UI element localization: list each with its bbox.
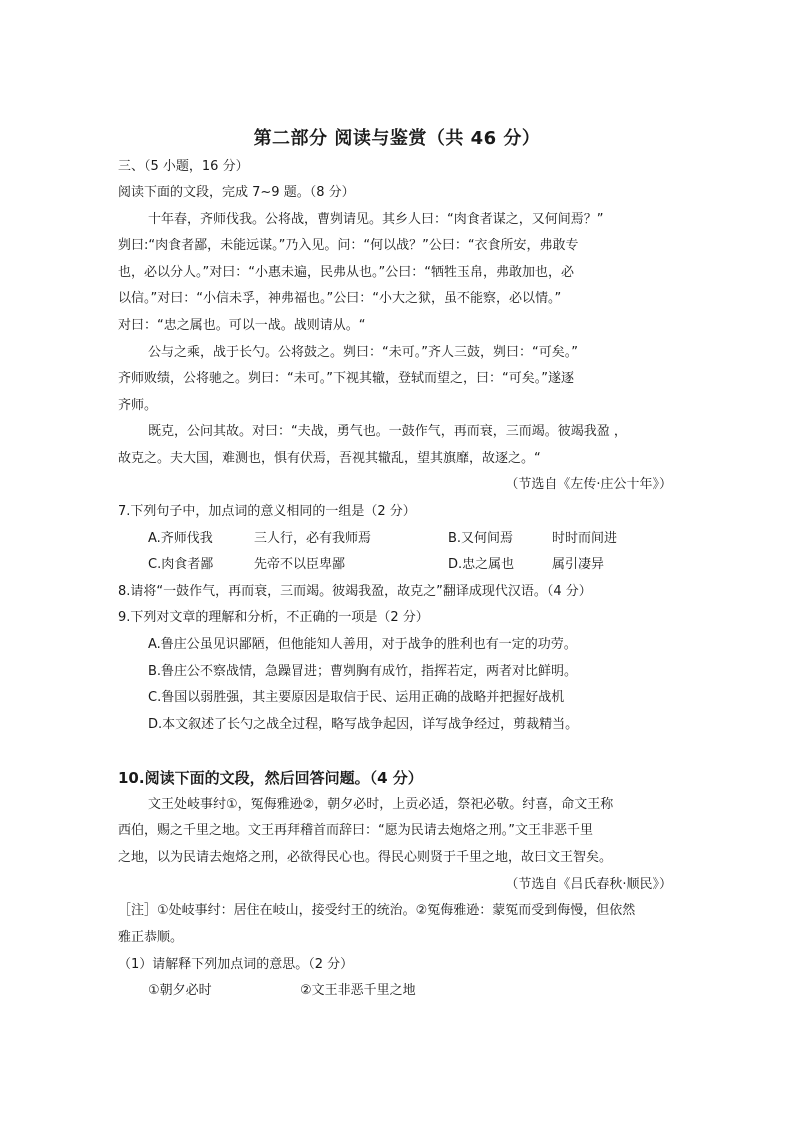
passage-line: 刿曰:“肉食者鄙，未能远谋。”乃入见。问：“何以战？”公曰：“衣食所安，弗敢专 [118, 238, 579, 253]
q10-passage-line: 之地，以为民请去炮烙之刑，必欲得民心也。得民心则贤于千里之地，故曰文王智矣。 [118, 850, 613, 865]
passage-line: 故克之。夫大国，难测也，惧有伏焉，吾视其辙乱，望其旗靡，故逐之。“ [118, 451, 541, 466]
passage-instruction: 阅读下面的文段，完成 7~9 题。（8 分） [118, 185, 355, 200]
passage-source: （节选自《左传·庄公十年》） [505, 477, 672, 492]
passage-line: 齐师败绩，公将驰之。刿曰：“未可。”下视其辙，登轼而望之，曰：“可矣。”遂逐 [118, 371, 574, 386]
q7-option-c-pair: 先帝不以臣卑鄙 [254, 557, 346, 572]
passage-line: 以信。”对曰：“小信未孚，神弗福也。”公曰：“小大之狱，虽不能察，必以情。” [118, 291, 562, 306]
section-heading: 三、（5 小题，16 分） [118, 159, 249, 174]
q10-sub1-item-b: ②文王非恶千里之地 [300, 983, 416, 998]
page-title: 第二部分 阅读与鉴赏（共 46 分） [253, 128, 541, 149]
q7-option-b: B.又何间焉 [448, 531, 514, 546]
q10-sub1-item-a: ①朝夕必时 [148, 983, 212, 998]
passage-line: 也，必以分人。”对曰：“小惠未遍，民弗从也。”公曰：“牺牲玉帛，弗敢加也，必 [118, 265, 574, 280]
passage-line: 十年春，齐师伐我。公将战，曹刿请见。其乡人曰：“肉食者谋之，又何间焉？” [148, 212, 604, 227]
q9-option-b: B.鲁庄公不察战情，急躁冒进；曹刿胸有成竹，指挥若定，两者对比鲜明。 [148, 664, 578, 679]
passage-line: 齐师。 [118, 398, 158, 413]
question-10-stem: 10.阅读下面的文段，然后回答问题。（4 分） [118, 769, 423, 787]
q10-passage-line: 文王处岐事纣①，冤侮雅逊②，朝夕必时，上贡必适，祭祀必敬。纣喜，命文王称 [148, 797, 614, 812]
q7-option-a-pair: 三人行，必有我师焉 [254, 531, 372, 546]
passage-line: 既克，公问其故。对曰：“夫战，勇气也。一鼓作气，再而衰，三而竭。彼竭我盈 ， [148, 424, 627, 439]
q9-option-a: A.鲁庄公虽见识鄙陋，但他能知人善用，对于战争的胜利也有一定的功劳。 [148, 637, 577, 652]
passage-line: 对曰：“忠之属也。可以一战。战则请从。“ [118, 318, 366, 333]
q7-option-c: C.肉食者鄙 [148, 557, 214, 572]
q7-option-a: A.齐师伐我 [148, 531, 213, 546]
q10-passage-line: 西伯，赐之千里之地。文王再拜稽首而辞曰：“愿为民请去炮烙之刑。”文王非恶千里 [118, 823, 593, 838]
question-8-stem: 8.请将“一鼓作气，再而衰，三而竭。彼竭我盈，故克之”翻译成现代汉语。（4 分） [118, 584, 592, 599]
q7-option-d-pair: 属引凄异 [552, 557, 605, 572]
q7-option-d: D.忠之属也 [448, 557, 515, 572]
question-9-stem: 9.下列对文章的理解和分析，不正确的一项是（2 分） [118, 610, 429, 625]
question-7-stem: 7.下列句子中，加点词的意义相同的一组是（2 分） [118, 504, 416, 519]
q10-subquestion-1: （1）请解释下列加点词的意思。（2 分） [118, 957, 354, 972]
q9-option-d: D.本文叙述了长勺之战全过程，略写战争起因，详写战争经过，剪裁精当。 [148, 717, 579, 732]
q10-note-continued: 雅正恭顺。 [118, 930, 184, 945]
q9-option-c: C.鲁国以弱胜强，其主要原因是取信于民、运用正确的战略并把握好战机 [148, 690, 565, 705]
passage-line: 公与之乘，战于长勺。公将鼓之。刿曰：“未可。”齐人三鼓，刿曰：“可矣。” [148, 345, 578, 360]
q10-note: ［注］①处岐事纣：居住在岐山，接受纣王的统治。②冤侮雅逊：蒙冤而受到侮慢，但依然 [118, 903, 636, 918]
q10-source: （节选自《吕氏春秋·顺民》） [505, 877, 672, 892]
q7-option-b-pair: 时时而间进 [552, 531, 618, 546]
